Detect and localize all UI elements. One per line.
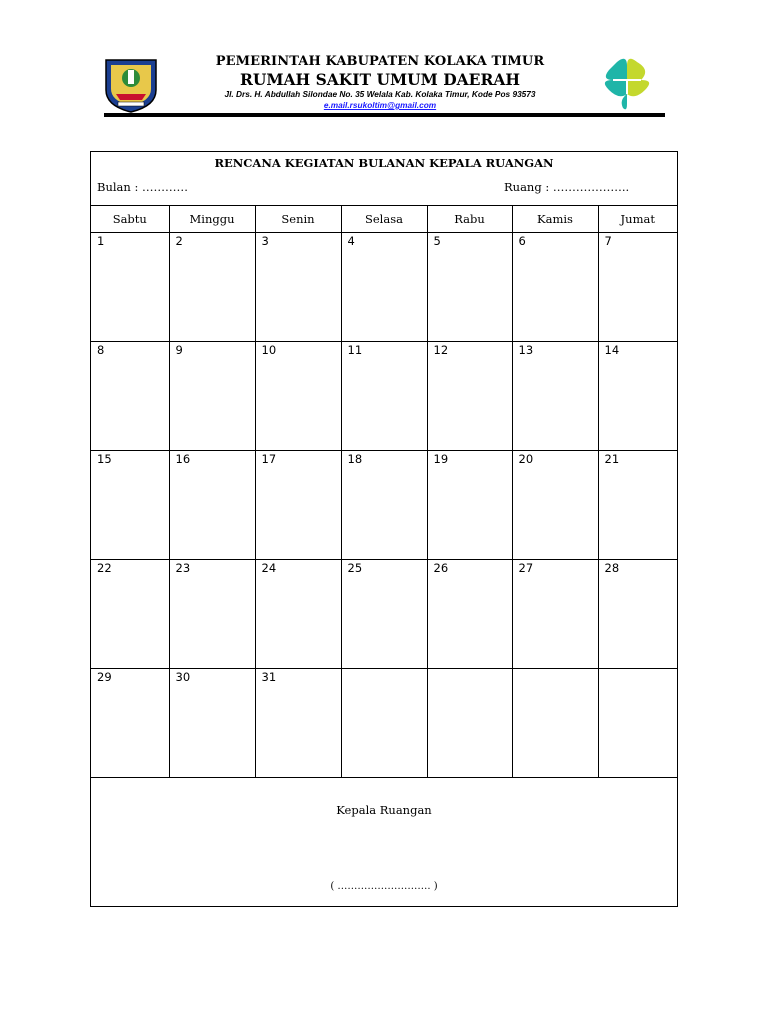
weekday-header: Rabu (427, 206, 512, 233)
day-cell (598, 451, 677, 560)
day-cell (512, 560, 598, 669)
weekday-header: Minggu (169, 206, 255, 233)
letterhead (100, 52, 666, 120)
day-number: 3 (261, 234, 269, 248)
day-cell (598, 560, 677, 669)
day-number: 13 (518, 343, 534, 357)
room-field: Ruang : ……………….. (504, 180, 630, 194)
day-cell (512, 233, 598, 342)
government-name: PEMERINTAH KABUPATEN KOLAKA TIMUR (215, 54, 545, 69)
day-cell (341, 451, 427, 560)
day-number: 29 (97, 670, 112, 684)
day-number: 15 (97, 452, 112, 466)
day-cell (169, 669, 255, 778)
day-number (513, 669, 598, 670)
day-cell (255, 560, 341, 669)
kemenkes-leaf-icon (596, 54, 658, 112)
day-cell (341, 560, 427, 669)
day-cell (427, 669, 512, 778)
day-cell (598, 233, 677, 342)
letterhead-divider (104, 113, 665, 117)
day-number: 26 (433, 561, 449, 575)
week-row (91, 342, 677, 451)
day-number: 24 (261, 561, 277, 575)
day-number: 20 (518, 452, 534, 466)
day-number: 17 (261, 452, 277, 466)
form-title: RENCANA KEGIATAN BULANAN KEPALA RUANGAN (214, 156, 554, 170)
day-cell (427, 451, 512, 560)
day-cell (91, 233, 169, 342)
day-number: 2 (175, 234, 183, 248)
day-cell (427, 560, 512, 669)
kabupaten-kolaka-timur-shield-icon (102, 56, 160, 114)
day-number: 14 (604, 343, 620, 357)
day-cell (169, 342, 255, 451)
day-cell (341, 342, 427, 451)
day-number: 11 (347, 343, 363, 357)
day-number: 23 (175, 561, 191, 575)
day-cell (598, 669, 677, 778)
hospital-name: RUMAH SAKIT UMUM DAERAH (239, 70, 521, 89)
day-cell (255, 669, 341, 778)
day-cell (512, 342, 598, 451)
day-cell (169, 451, 255, 560)
day-number: 10 (261, 343, 277, 357)
day-number: 6 (518, 234, 526, 248)
day-cell (427, 233, 512, 342)
weekday-header-row (91, 206, 677, 233)
day-number: 7 (604, 234, 612, 248)
day-cell (341, 233, 427, 342)
monthly-plan-form (90, 151, 678, 907)
week-row (91, 669, 677, 778)
day-number: 22 (97, 561, 112, 575)
day-cell (512, 669, 598, 778)
weekday-header: Jumat (598, 206, 677, 233)
signature-title: Kepala Ruangan (336, 803, 432, 817)
weekday-header: Kamis (512, 206, 598, 233)
day-number (428, 669, 512, 670)
signature-block (91, 778, 677, 906)
day-number: 8 (97, 343, 105, 357)
day-number: 21 (604, 452, 620, 466)
day-number: 27 (518, 561, 534, 575)
week-row (91, 233, 677, 342)
day-number: 12 (433, 343, 449, 357)
day-number (342, 669, 427, 670)
day-cell (91, 342, 169, 451)
day-number: 5 (433, 234, 441, 248)
week-row (91, 560, 677, 669)
hospital-email-link[interactable]: e.mail.rsukoltim@gmail.com (323, 100, 437, 110)
weekday-header: Sabtu (91, 206, 169, 233)
day-number: 18 (347, 452, 363, 466)
day-cell (255, 451, 341, 560)
day-number: 25 (347, 561, 363, 575)
day-cell (255, 233, 341, 342)
day-cell (91, 669, 169, 778)
day-number: 9 (175, 343, 183, 357)
day-number: 31 (261, 670, 277, 684)
day-cell (169, 560, 255, 669)
day-cell (512, 451, 598, 560)
weekday-header: Senin (255, 206, 341, 233)
day-cell (255, 342, 341, 451)
day-cell (427, 342, 512, 451)
day-number: 19 (433, 452, 449, 466)
day-cell (91, 451, 169, 560)
week-row (91, 451, 677, 560)
month-field: Bulan : ………… (97, 180, 188, 194)
day-number: 30 (175, 670, 191, 684)
day-cell (91, 560, 169, 669)
day-number: 16 (175, 452, 191, 466)
day-number: 28 (604, 561, 620, 575)
day-cell (169, 233, 255, 342)
hospital-address: Jl. Drs. H. Abdullah Silondae No. 35 Welala Kab. Kolaka Timur, Kode Pos 93573 (224, 89, 536, 99)
day-cell (341, 669, 427, 778)
calendar-grid (91, 205, 677, 778)
day-number: 4 (347, 234, 355, 248)
day-number (599, 669, 678, 670)
signature-name-placeholder: ( ………………………. ) (330, 881, 438, 892)
weekday-header: Selasa (341, 206, 427, 233)
letterhead-text (170, 54, 590, 110)
day-cell (598, 342, 677, 451)
day-number: 1 (97, 234, 105, 248)
